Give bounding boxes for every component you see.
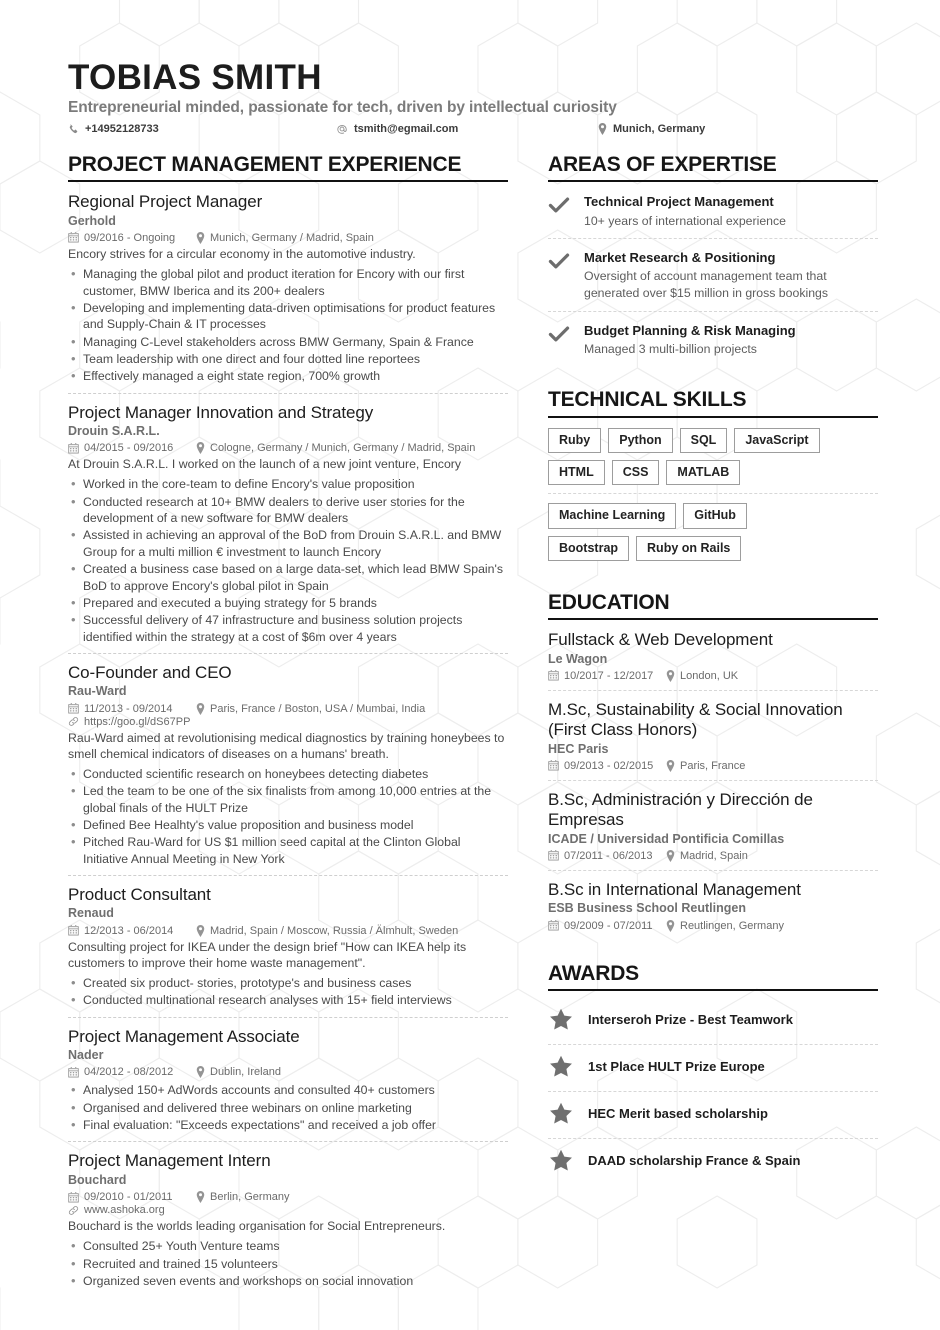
entry-date-value: 10/2017 - 12/2017 (564, 669, 654, 682)
experience-role: Regional Project Manager (68, 192, 263, 212)
awards-list (548, 1001, 878, 1185)
phone-icon (68, 124, 79, 135)
entry-location-value: London, UK (680, 669, 739, 682)
entry-date-value: 09/2016 - Ongoing (84, 231, 176, 244)
education-school: Le Wagon (548, 651, 608, 666)
entry-date (548, 850, 666, 862)
contact-row (68, 123, 878, 135)
check-icon (548, 250, 584, 301)
experience-entry (68, 1151, 508, 1297)
award-label: Interseroh Prize - Best Teamwork (588, 1011, 793, 1027)
experience-bullet: • Worked in the core-team to define Encory's value proposition (68, 476, 508, 492)
check-icon (548, 194, 584, 229)
entry-date-value: 11/2013 - 09/2014 (84, 702, 173, 715)
calendar-icon (68, 925, 79, 936)
skill-tag[interactable]: Python (608, 428, 672, 453)
star-icon (548, 1007, 588, 1033)
map-pin-icon (196, 1066, 205, 1078)
experience-bullet-list (68, 266, 508, 384)
award-item (548, 1048, 878, 1092)
expertise-title: Technical Project Management (584, 194, 774, 210)
entry-date-value: 09/2009 - 07/2011 (564, 919, 653, 932)
entry-meta (68, 703, 508, 715)
entry-date (68, 442, 196, 454)
entry-meta (68, 925, 508, 937)
contact-phone-value: +14952128733 (85, 123, 159, 136)
experience-summary: Bouchard is the worlds leading organisation for Social Entrepreneurs. (68, 1219, 446, 1234)
experience-bullet: • Conducted scientific research on honeybees detecting diabetes (68, 766, 508, 782)
experience-entry (68, 885, 508, 1018)
calendar-icon (68, 1067, 79, 1078)
experience-organization: Bouchard (68, 1172, 127, 1187)
entry-date (68, 1191, 196, 1203)
expertise-title: Market Research & Positioning (584, 250, 776, 266)
calendar-icon (548, 850, 559, 861)
entry-date-value: 04/2015 - 09/2016 (84, 442, 174, 455)
experience-role: Product Consultant (68, 885, 211, 905)
education-item (548, 880, 878, 940)
headline-tagline: Entrepreneurial minded, passionate for tech, driven by intellectual curiosity (68, 99, 617, 117)
entry-date-value: 07/2011 - 06/2013 (564, 849, 653, 862)
education-item (548, 630, 878, 691)
experience-bullet: • Assisted in achieving an approval of the BoD from Drouin S.A.R.L. and BMW Group for a multi million € investment to launch Encory (68, 527, 508, 560)
calendar-icon (68, 703, 79, 714)
entry-location-value: Madrid, Spain / Moscow, Russia / Älmhult, Sweden (210, 924, 459, 937)
entry-location-value: Paris, France (680, 759, 746, 772)
entry-location (666, 760, 745, 772)
entry-meta (548, 920, 878, 932)
skill-tag[interactable]: JavaScript (734, 428, 819, 453)
entry-location (196, 1066, 281, 1078)
experience-bullet: • Organized seven events and workshops on social innovation (68, 1273, 508, 1289)
experience-bullet: • Successful delivery of 47 infrastructure and business solution projects identified within the strategy at a cost of $6m over 4 years (68, 612, 508, 645)
expertise-title: Budget Planning & Risk Managing (584, 322, 796, 338)
entry-location (196, 925, 458, 937)
map-pin-icon (666, 670, 675, 682)
experience-bullet: • Conducted multinational research analyses with 15+ field interviews (68, 992, 508, 1008)
link-icon (68, 1205, 79, 1216)
education-school: ICADE / Universidad Pontificia Comillas (548, 831, 785, 846)
experience-bullet-list (68, 476, 508, 644)
entry-location (666, 670, 738, 682)
experience-entry (68, 403, 508, 654)
experience-bullet: • Defined Bee Healhty's value proposition and business model (68, 817, 508, 833)
skill-tag[interactable]: CSS (612, 460, 660, 485)
experience-role: Project Management Associate (68, 1026, 300, 1046)
education-item (548, 790, 878, 871)
experience-bullet: • Developing and implementing data-driven optimisations for product features and Supply-Chain & IT processes (68, 300, 508, 333)
skill-tag[interactable]: HTML (548, 460, 605, 485)
skill-tag[interactable]: Bootstrap (548, 536, 629, 561)
map-pin-icon (666, 920, 675, 932)
experience-role: Project Management Intern (68, 1151, 271, 1171)
map-pin-icon (666, 850, 675, 862)
entry-link-row[interactable] (68, 716, 508, 728)
page-title: TOBIAS SMITH (68, 58, 322, 97)
contact-location-value: Munich, Germany (613, 123, 706, 136)
experience-bullet: • Prepared and executed a buying strategy for 5 brands (68, 595, 508, 611)
experience-bullet-list (68, 975, 508, 1009)
entry-date (68, 703, 196, 715)
experience-link-value: www.ashoka.org (84, 1204, 165, 1217)
at-icon (336, 123, 348, 135)
experience-organization: Nader (68, 1048, 104, 1063)
experience-bullet-list (68, 1082, 508, 1133)
content-columns (68, 153, 878, 1306)
entry-date (548, 760, 666, 772)
calendar-icon (548, 670, 559, 681)
entry-location (666, 920, 784, 932)
entry-location (196, 1191, 289, 1203)
experience-bullet: • Organised and delivered three webinars on online marketing (68, 1100, 508, 1116)
entry-location-value: Paris, France / Boston, USA / Mumbai, India (210, 702, 426, 715)
experience-bullet: • Team leadership with one direct and four dotted line reportees (68, 351, 508, 367)
expertise-description: 10+ years of international experience (584, 213, 787, 228)
calendar-icon (68, 1192, 79, 1203)
skill-group (548, 503, 878, 569)
experience-bullet: • Recruited and trained 15 volunteers (68, 1256, 508, 1272)
left-column (68, 153, 530, 1306)
experience-bullet-list (68, 766, 508, 867)
star-icon (548, 1101, 588, 1127)
contact-email-value: tsmith@egmail.com (354, 123, 459, 136)
entry-location-value: Munich, Germany / Madrid, Spain (210, 231, 374, 244)
entry-date-value: 04/2012 - 08/2012 (84, 1066, 174, 1079)
experience-bullet: • Effectively managed a eight state region, 700% growth (68, 368, 508, 384)
map-pin-icon (196, 703, 205, 715)
entry-date-value: 09/2013 - 02/2015 (564, 759, 654, 772)
experience-organization: Renaud (68, 906, 114, 921)
map-pin-icon (666, 760, 675, 772)
check-icon (548, 323, 584, 358)
expertise-body (584, 323, 878, 358)
experience-role: Project Manager Innovation and Strategy (68, 402, 374, 422)
experience-role: Co-Founder and CEO (68, 662, 232, 682)
skill-row (548, 503, 878, 528)
entry-meta (68, 232, 508, 244)
entry-location-value: Berlin, Germany (210, 1191, 290, 1204)
experience-link[interactable] (68, 716, 190, 728)
education-degree: B.Sc, Administración y Dirección de Empresas (548, 789, 813, 830)
expertise-description: Oversight of account management team that generated over $15 million in gross bookings (584, 269, 829, 301)
experience-bullet: • Created a business case based on a large data-set, which lead BMW Spain's BoD to approve Encory's global pilot in Spain (68, 561, 508, 594)
expertise-description: Managed 3 multi-billion projects (584, 341, 757, 356)
expertise-item (548, 192, 878, 239)
experience-organization: Drouin S.A.R.L. (68, 423, 160, 438)
map-pin-icon (196, 232, 205, 244)
education-degree: Fullstack & Web Development (548, 630, 773, 650)
experience-bullet: • Consulted 25+ Youth Venture teams (68, 1238, 508, 1254)
education-item (548, 700, 878, 781)
expertise-list (548, 192, 878, 366)
expertise-body (584, 250, 878, 301)
education-degree: M.Sc, Sustainability & Social Innovation (First Class Honors) (548, 699, 843, 740)
experience-link-value: https://goo.gl/dS67PP (84, 715, 191, 728)
experience-summary: Consulting project for IKEA under the design brief "How can IKEA help its customers to improve their home waste management". (68, 939, 467, 970)
star-icon (548, 1054, 588, 1080)
entry-date (548, 920, 666, 932)
skill-group (548, 428, 878, 495)
award-item (548, 1142, 878, 1185)
section-title-expertise: AREAS OF EXPERTISE (548, 153, 878, 182)
skill-tag[interactable]: Ruby on Rails (636, 536, 741, 561)
resume-header (68, 58, 878, 135)
skills-list (548, 428, 878, 570)
contact-phone[interactable] (68, 123, 336, 135)
entry-meta (548, 760, 878, 772)
map-pin-icon (196, 925, 205, 937)
experience-organization: Rau-Ward (68, 684, 127, 699)
experience-bullet: • Managing the global pilot and product iteration for Encory with our first customer, BMW Iberica and its 200+ dealers (68, 266, 508, 299)
entry-location (666, 850, 748, 862)
entry-date (68, 925, 196, 937)
section-title-experience: PROJECT MANAGEMENT EXPERIENCE (68, 153, 508, 182)
skill-tag[interactable]: MATLAB (666, 460, 740, 485)
entry-meta (68, 442, 508, 454)
star-icon (548, 1148, 588, 1174)
experience-summary: At Drouin S.A.R.L. I worked on the launch of a new joint venture, Encory (68, 457, 462, 472)
calendar-icon (548, 920, 559, 931)
link-icon (68, 716, 79, 727)
experience-bullet: • Conducted research at 10+ BMW dealers to derive user stories for the development of a new software for BMW dealers (68, 494, 508, 527)
education-school: ESB Business School Reutlingen (548, 901, 746, 916)
entry-link-row[interactable] (68, 1204, 508, 1216)
section-title-awards: AWARDS (548, 962, 878, 991)
education-degree: B.Sc in International Management (548, 879, 801, 899)
skill-tag[interactable]: Ruby (548, 428, 601, 453)
experience-bullet: • Analysed 150+ AdWords accounts and consulted 40+ customers (68, 1082, 508, 1098)
entry-date (548, 670, 666, 682)
expertise-item (548, 321, 878, 367)
contact-email[interactable] (336, 123, 598, 135)
experience-link[interactable] (68, 1204, 165, 1216)
entry-location (196, 232, 374, 244)
entry-date (68, 232, 196, 244)
entry-meta (68, 1191, 508, 1203)
skill-row (548, 536, 878, 561)
award-label: DAAD scholarship France & Spain (588, 1152, 801, 1168)
education-school: HEC Paris (548, 741, 609, 756)
award-label: 1st Place HULT Prize Europe (588, 1058, 765, 1074)
entry-date-value: 09/2010 - 01/2011 (84, 1191, 173, 1204)
skill-row (548, 460, 878, 485)
award-item (548, 1001, 878, 1045)
entry-meta (68, 1066, 508, 1078)
right-column (530, 153, 878, 1306)
map-pin-icon (196, 1191, 205, 1203)
skill-tag[interactable]: GitHub (683, 503, 747, 528)
section-title-education: EDUCATION (548, 591, 878, 620)
education-list (548, 630, 878, 939)
experience-bullet: • Managing C-Level stakeholders across BMW Germany, Spain & France (68, 334, 508, 350)
contact-location (598, 123, 878, 135)
entry-date-value: 12/2013 - 06/2014 (84, 924, 174, 937)
calendar-icon (548, 760, 559, 771)
experience-list (68, 192, 508, 1297)
section-title-skills: TECHNICAL SKILLS (548, 388, 878, 417)
entry-location-value: Reutlingen, Germany (680, 919, 784, 932)
experience-bullet: • Pitched Rau-Ward for US $1 million seed capital at the Clinton Global Initiative Annual Meeting in New York (68, 834, 508, 867)
map-pin-icon (196, 442, 205, 454)
map-pin-icon (598, 123, 607, 135)
expertise-item (548, 248, 878, 311)
experience-entry (68, 663, 508, 876)
experience-bullet: • Led the team to be one of the six finalists from among 10,000 entries at the global finals of the HULT Prize (68, 783, 508, 816)
calendar-icon (68, 443, 79, 454)
entry-meta (548, 670, 878, 682)
experience-entry (68, 192, 508, 393)
entry-location-value: Madrid, Spain (680, 849, 748, 862)
expertise-body (584, 194, 878, 229)
experience-summary: Encory strives for a circular economy in the automotive industry. (68, 246, 416, 261)
experience-summary: Rau-Ward aimed at revolutionising medical diagnostics by training honeybees to smell chemical indicators of diseases on a humans' breath. (68, 730, 505, 761)
experience-bullet: • Created six product- stories, prototype's and business cases (68, 975, 508, 991)
entry-location (196, 703, 425, 715)
experience-bullet: • Final evaluation: "Exceeds expectations" and received a job offer (68, 1117, 508, 1133)
experience-entry (68, 1027, 508, 1143)
skill-tag[interactable]: SQL (680, 428, 728, 453)
experience-bullet-list (68, 1238, 508, 1289)
entry-location-value: Dublin, Ireland (210, 1066, 281, 1079)
award-label: HEC Merit based scholarship (588, 1105, 768, 1121)
award-item (548, 1095, 878, 1139)
entry-location (196, 442, 475, 454)
skill-tag[interactable]: Machine Learning (548, 503, 676, 528)
entry-date (68, 1066, 196, 1078)
experience-organization: Gerhold (68, 213, 116, 228)
entry-meta (548, 850, 878, 862)
skill-row (548, 428, 878, 453)
entry-location-value: Cologne, Germany / Munich, Germany / Madrid, Spain (210, 442, 476, 455)
calendar-icon (68, 232, 79, 243)
